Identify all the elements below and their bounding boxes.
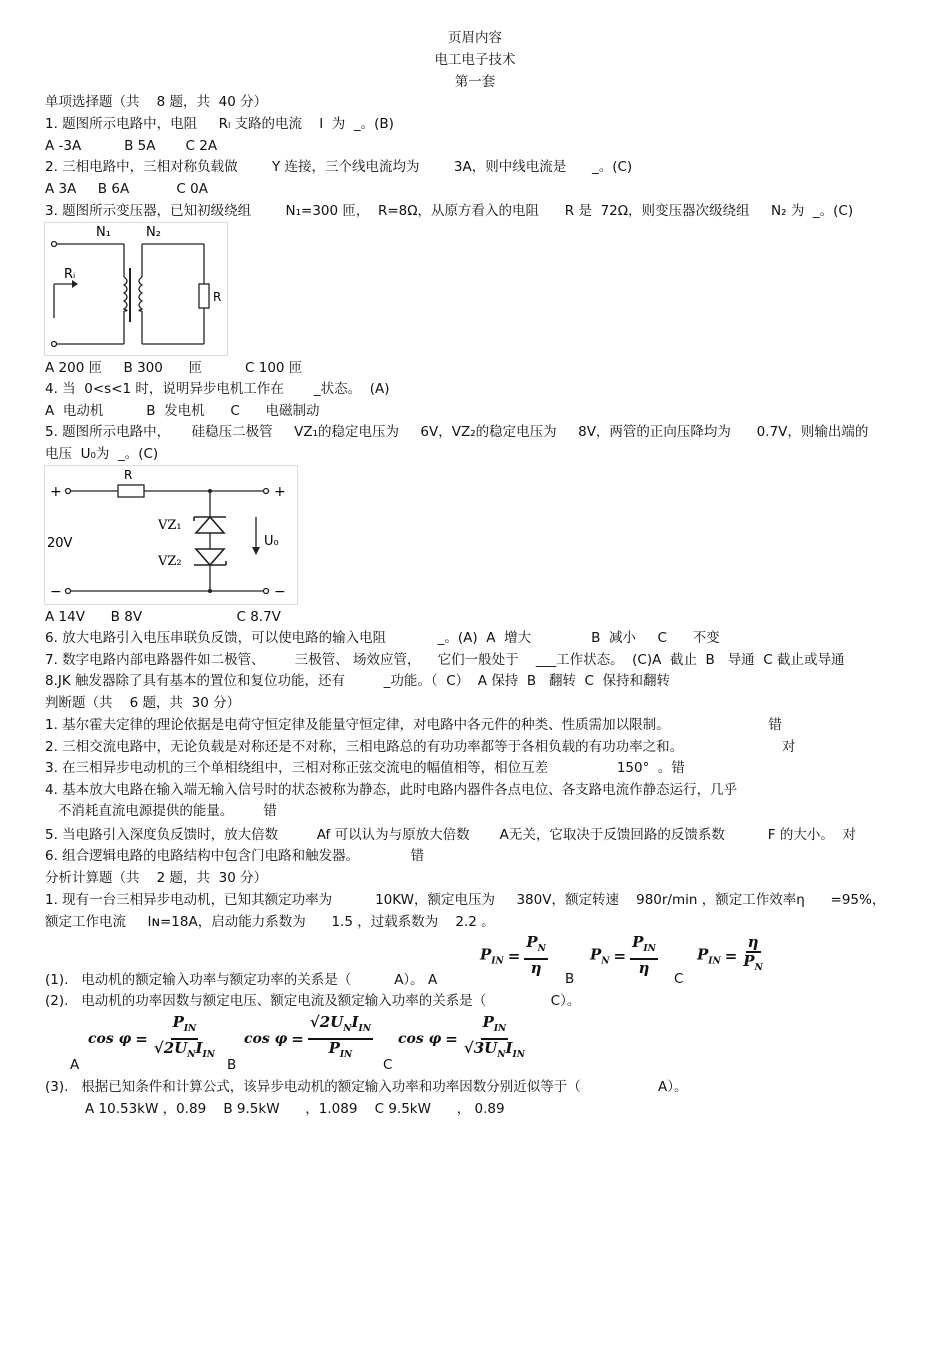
- calc-1-subq-3-options: A 10.53kW ，0.89 B 9.5kW ，1.089 C 9.5kW ， 0.89: [85, 1101, 505, 1117]
- ri-label: Rᵢ: [64, 267, 76, 282]
- question-5-options: A 14V B 8V C 8.7V: [45, 609, 281, 625]
- output-minus: −: [274, 584, 286, 600]
- formula-2a: cos φ = $\frac{P_{IN}}{√2U_NI_{IN}}$: [88, 1013, 215, 1060]
- formula-1c-option: C: [674, 971, 684, 987]
- question-5-line-2: 电压 U₀为 _。(C): [45, 446, 159, 462]
- formula-2a-option: A: [70, 1057, 80, 1073]
- question-8: 8.JK 触发器除了具有基本的置位和复位功能，还有 _功能。（ C） A 保持 B 翻转 C 保持和翻转: [45, 673, 671, 689]
- zener-circuit-figure: [44, 465, 298, 605]
- question-1-options: A -3A B 5A C 2A: [45, 138, 218, 154]
- judgement-3: 3. 在三相异步电动机的三个单相绕组中，三相对称正弦交流电的幅值相等，相位互差 150° 。错: [45, 760, 685, 776]
- judgement-4-line-1: 4. 基本放大电路在输入端无输入信号时的状态被称为静态，此时电路内器件各点电位、各支路电流作静态运行，几乎: [45, 782, 738, 798]
- output-voltage-label: U₀: [264, 534, 279, 549]
- calc-1-line-2: 额定工作电流 Iɴ=18A，启动能力系数为 1.5 ，过载系数为 2.2 。: [45, 914, 495, 930]
- r-label: R: [213, 290, 222, 304]
- vz2-label: VZ₂: [158, 554, 182, 569]
- calc-1-subq-3: (3). 根据已知条件和计算公式，该异步电动机的额定输入功率和功率因数分别近似等于（ A）。: [45, 1079, 688, 1095]
- resistor-label: R: [124, 468, 133, 482]
- output-plus: +: [274, 484, 286, 500]
- formula-1b-option: B: [565, 971, 575, 987]
- header-line-3: 第一套: [454, 74, 496, 90]
- formula-2b: cos φ = $\frac{√2U_NI_{IN}}{P_{IN}}$: [244, 1013, 371, 1060]
- question-7: 7. 数字电路内部电路器件如二极管、 三极管、 场效应管， 它们一般处于 ___工作状态。 (C)A 截止 B 导通 C 截止或导通: [45, 652, 845, 668]
- question-1: 1. 题图所示电路中，电阻 Rₗ 支路的电流 I 为 _。(B): [45, 116, 394, 132]
- formula-1b: $P_N$ = $\frac{P_{IN}}{\eta}$: [590, 933, 656, 977]
- formula-1a: $P_{IN}$ = $\frac{P_N}{\eta}$: [480, 933, 546, 977]
- formula-2c: cos φ = $\frac{P_{IN}}{√3U_NI_{IN}}$: [398, 1013, 525, 1060]
- question-4-options: A 电动机 B 发电机 C 电磁制动: [45, 403, 320, 419]
- question-5-line-1: 5. 题图所示电路中， 硅稳压二极管 VZ₁的稳定电压为 6V，VZ₂的稳定电压为 8V，两管的正向压降均为 0.7V，则输出端的: [45, 424, 869, 440]
- transformer-figure: [44, 222, 228, 356]
- judgement-1: 1. 基尔霍夫定律的理论依据是电荷守恒定律及能量守恒定律，对电路中各元件的种类、性质需加以限制。 错: [45, 717, 782, 733]
- input-plus: +: [50, 484, 62, 500]
- section1-title: 单项选择题（共 8 题，共 40 分）: [45, 94, 268, 110]
- judgement-6: 6. 组合逻辑电路的电路结构中包含门电路和触发器。 错: [45, 848, 425, 864]
- n1-label: N₁: [96, 225, 111, 240]
- vz1-label: VZ₁: [158, 518, 182, 533]
- question-2-options: A 3A B 6A C 0A: [45, 181, 208, 197]
- header-line-1: 页眉内容: [448, 30, 502, 46]
- question-6: 6. 放大电路引入电压串联负反馈，可以使电路的输入电阻 _。(A) A 增大 B 减小 C 不变: [45, 630, 720, 646]
- judgement-2: 2. 三相交流电路中，无论负载是对称还是不对称，三相电路总的有功功率都等于各相负载的有功功率之和。 对: [45, 739, 796, 755]
- formula-1c: $P_{IN}$ = $\frac{\eta}{P_N}$: [697, 933, 763, 973]
- judgement-5: 5. 当电路引入深度负反馈时，放大倍数 Af 可以认为与原放大倍数 A无关，它取决于反馈回路的反馈系数 F 的大小。 对: [45, 827, 856, 843]
- calc-1-subq-1: (1). 电动机的额定输入功率与额定功率的关系是（ A）。 A: [45, 972, 438, 988]
- n2-label: N₂: [146, 225, 161, 240]
- input-minus: −: [50, 584, 62, 600]
- formula-2b-option: B: [227, 1057, 237, 1073]
- judgement-4-line-2: 不消耗直流电源提供的能量。 错: [45, 803, 277, 819]
- section3-title: 分析计算题（共 2 题，共 30 分）: [45, 870, 268, 886]
- section2-title: 判断题（共 6 题，共 30 分）: [45, 695, 241, 711]
- question-2: 2. 三相电路中，三相对称负载做 Y 连接，三个线电流均为 3A，则中线电流是 _。(C): [45, 159, 633, 175]
- question-3-options: A 200 匝 B 300 匝 C 100 匝: [45, 360, 303, 376]
- source-voltage: 20V: [47, 536, 73, 551]
- question-3: 3. 题图所示变压器，已知初级绕组 N₁=300 匝， R=8Ω，从原方看入的电阻 R 是 72Ω，则变压器次级绕组 N₂ 为 _。(C): [45, 203, 854, 219]
- formula-2c-option: C: [383, 1057, 393, 1073]
- header-line-2: 电工电子技术: [434, 52, 516, 68]
- calc-1-line-1: 1. 现有一台三相异步电动机，已知其额定功率为 10KW，额定电压为 380V，额定转速 980r/min ，额定工作效率η =95%，: [45, 892, 886, 908]
- calc-1-subq-2: (2). 电动机的功率因数与额定电压、额定电流及额定输入功率的关系是（ C）。: [45, 993, 581, 1009]
- question-4: 4. 当 0<s<1 时，说明异步电机工作在 _状态。 (A): [45, 381, 390, 397]
